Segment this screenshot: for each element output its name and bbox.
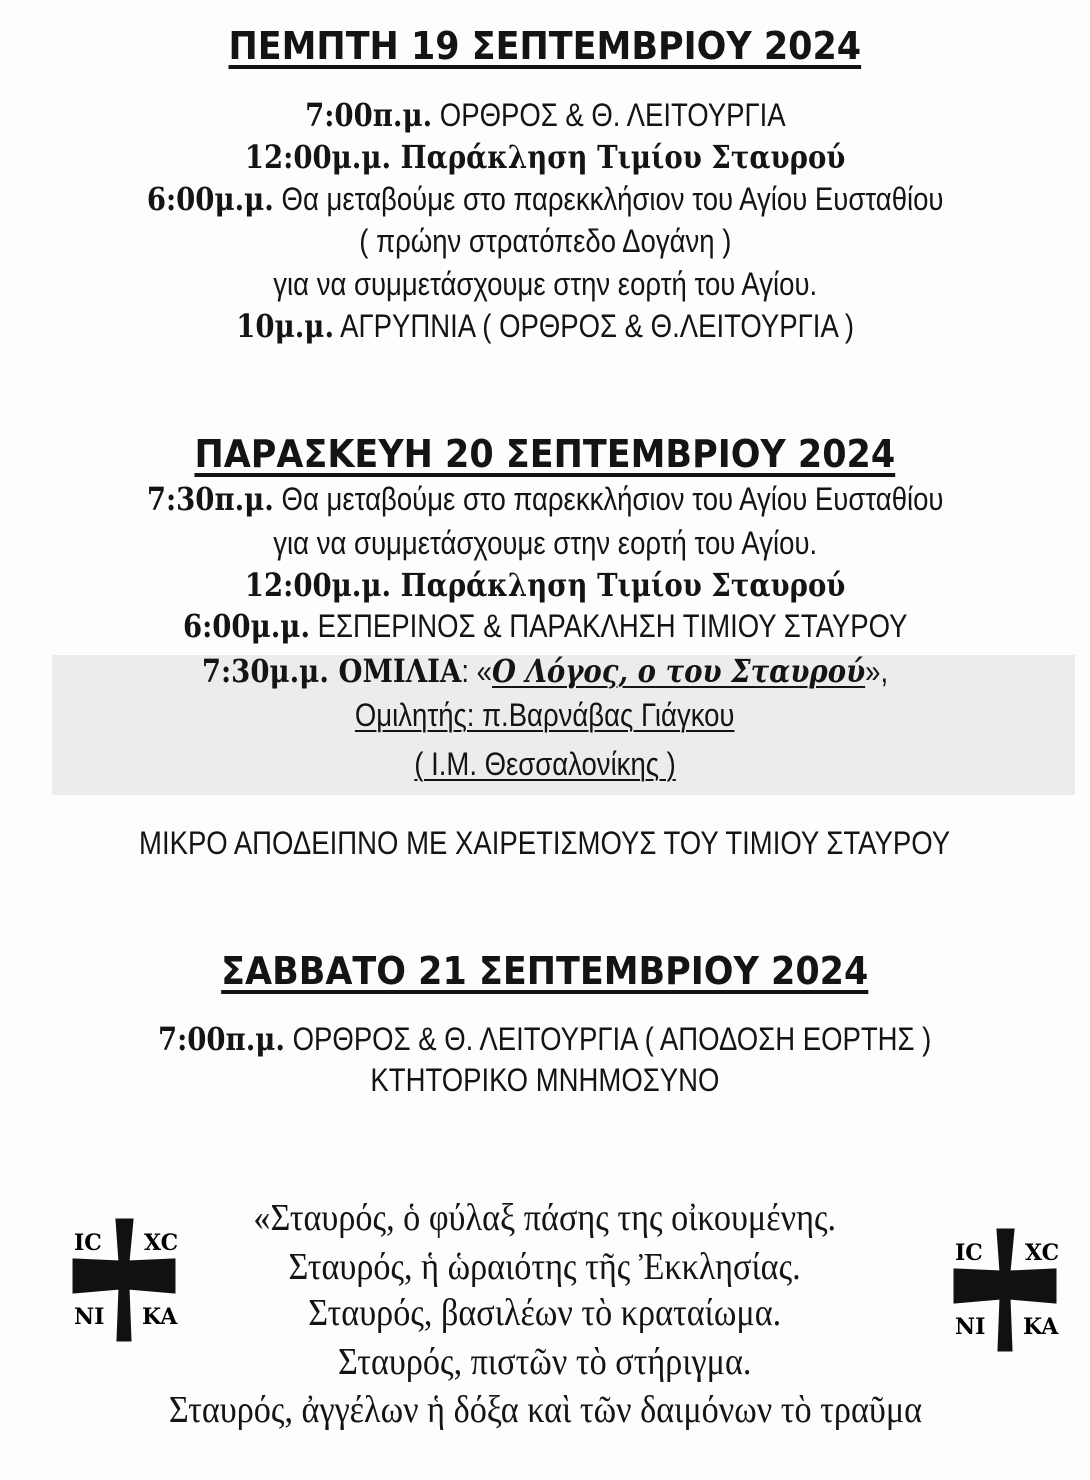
cross-letters-ka: KA — [1023, 1314, 1059, 1340]
day2-line: 7:30π.μ. Θα μεταβούμε στο παρεκκλήσιον του Αγίου Ευσταθίου — [146, 480, 944, 518]
cross-letters-xc: XC — [144, 1230, 179, 1256]
day1-line: ( πρώην στρατόπεδο Δογάνη ) — [358, 223, 732, 259]
cross-icon — [62, 1212, 187, 1347]
hymn-line: Σταυρός, ἡ ὡραιότης τῆς Ἐκκλησίας. — [288, 1246, 802, 1288]
hymn-line: Σταυρός, βασιλέων τὸ κραταίωμα. — [308, 1292, 782, 1334]
day1-line: 10μ.μ. ΑΓΡΥΠΝΙΑ ( ΟΡΘΡΟΣ & Θ.ΛΕΙΤΟΥΡΓΙΑ ) — [236, 307, 854, 345]
day1-line: 7:00π.μ. ΟΡΘΡΟΣ & Θ. ΛΕΙΤΟΥΡΓΙΑ — [304, 96, 786, 134]
day2-line: για να συμμετάσχουμε στην εορτή του Αγίου. — [273, 525, 817, 561]
cross-letters-xc: XC — [1025, 1240, 1060, 1266]
cross-letters-ni: NI — [74, 1304, 105, 1330]
day3-title: ΣΑΒΒΑΤΟ 21 ΣΕΠΤΕΜΒΡΙΟΥ 2024 — [221, 949, 869, 993]
monastery-line: ( Ι.Μ. Θεσσαλονίκης ) — [414, 746, 676, 782]
homily-line: 7:30μ.μ. ΟΜΙΛΙΑ: «Ο Λόγος, ο του Σταυρού», — [201, 652, 889, 690]
hymn-line: Σταυρός, πιστῶν τὸ στήριγμα. — [338, 1341, 752, 1383]
day3-line: ΚΤΗΤΟΡΙΚΟ ΜΝΗΜΟΣΥΝΟ — [370, 1062, 720, 1098]
day1-line: για να συμμετάσχουμε στην εορτή του Αγίου. — [273, 266, 817, 302]
day3-line: 7:00π.μ. ΟΡΘΡΟΣ & Θ. ΛΕΙΤΟΥΡΓΙΑ ( ΑΠΟΔΟΣΗ ΕΟΡΤΗΣ ) — [158, 1020, 932, 1058]
day1-line: 12:00μ.μ. Παράκληση Τιμίου Σταυρού — [244, 138, 846, 176]
day1-line: 6:00μ.μ. Θα μεταβούμε στο παρεκκλήσιον του Αγίου Ευσταθίου — [146, 180, 944, 218]
day2-line: 12:00μ.μ. Παράκληση Τιμίου Σταυρού — [244, 566, 846, 604]
hymn-line: Σταυρός, ἀγγέλων ἡ δόξα καὶ τῶν δαιμόνων τὸ τραῦμα — [168, 1389, 922, 1431]
day2-line: 6:00μ.μ. ΕΣΠΕΡΙΝΟΣ & ΠΑΡΑΚΛΗΣΗ ΤΙΜΙΟΥ ΣΤΑΥΡΟΥ — [182, 607, 908, 645]
cross-letters-ka: KA — [142, 1304, 178, 1330]
cross-icon — [943, 1222, 1068, 1357]
day2-line: ΜΙΚΡΟ ΑΠΟΔΕΙΠΝΟ ΜΕ ΧΑΙΡΕΤΙΣΜΟΥΣ ΤΟΥ ΤΙΜΙΟΥ ΣΤΑΥΡΟΥ — [139, 825, 951, 861]
speaker-line: Ομιλητής: π.Βαρνάβας Γιάγκου — [355, 697, 735, 733]
day1-title: ΠΕΜΠΤΗ 19 ΣΕΠΤΕΜΒΡΙΟΥ 2024 — [228, 24, 862, 68]
cross-letters-ic: IC — [955, 1240, 983, 1266]
cross-letters-ni: NI — [955, 1314, 986, 1340]
hymn-line: «Σταυρός, ὁ φύλαξ πάσης της οἰκουμένης. — [253, 1197, 837, 1239]
cross-letters-ic: IC — [74, 1230, 102, 1256]
day2-title: ΠΑΡΑΣΚΕΥΗ 20 ΣΕΠΤΕΜΒΡΙΟΥ 2024 — [194, 432, 896, 476]
